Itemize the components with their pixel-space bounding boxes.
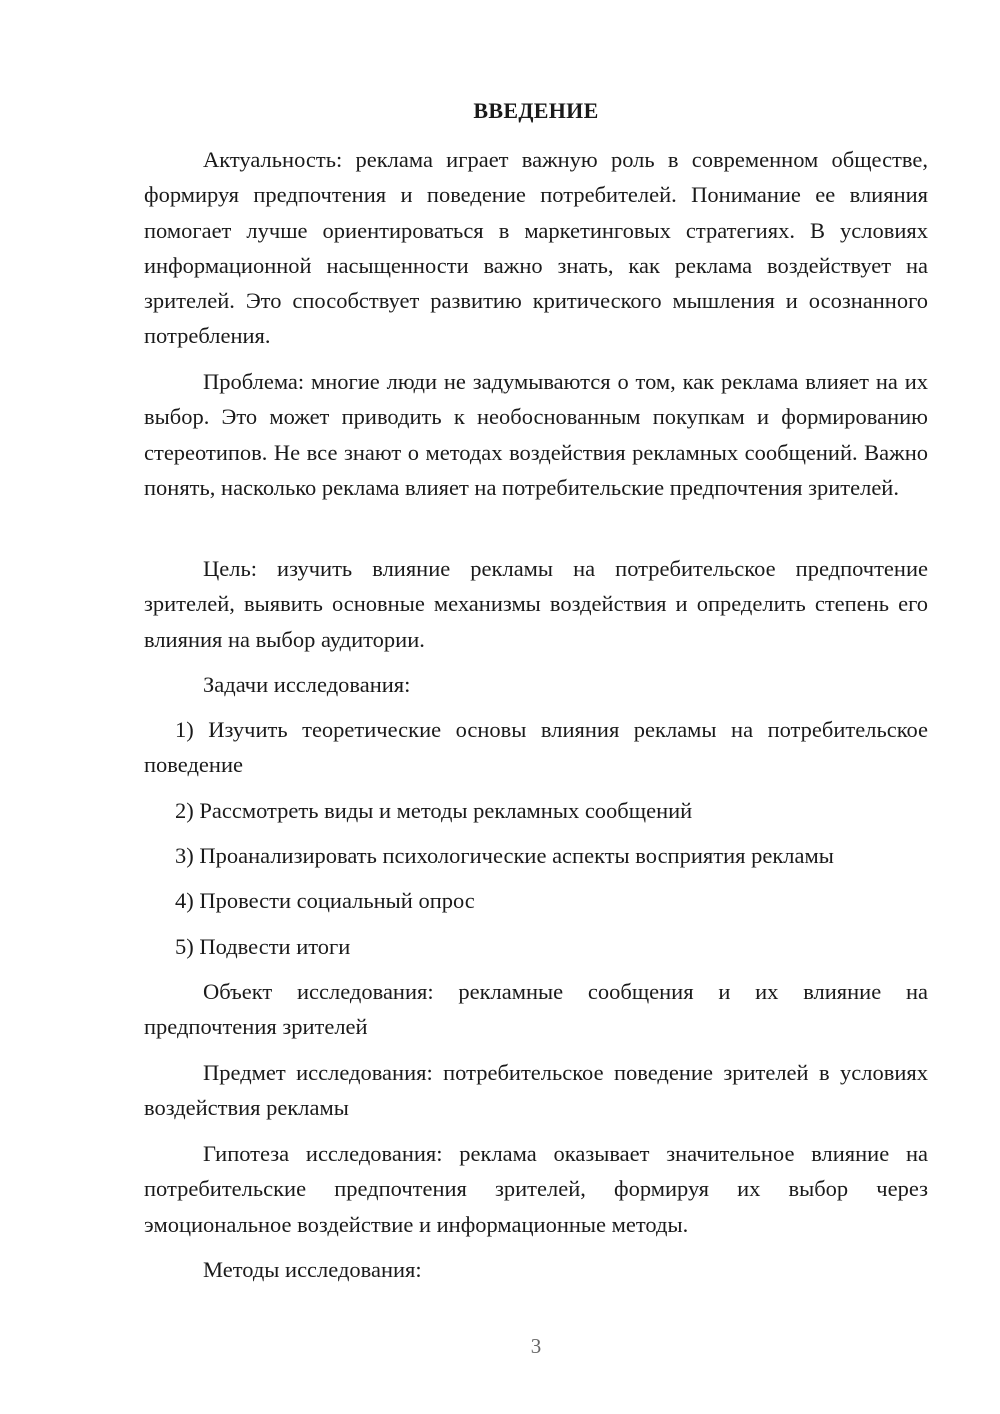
relevance-paragraph: Актуальность: реклама играет важную роль в современном обществе, формируя предпочтения и поведение потребителей. Понимание ее влияния помогает лучше ориентироваться в маркетинговых стратегиях. В условиях информационной насыщенности важно знать, как реклама воздействует на зрителей. Это способствует развитию критического мышления и осознанного потребления. xyxy=(144,147,928,349)
page-title: ВВЕДЕНИЕ xyxy=(473,98,599,123)
task-item-2: 2) Рассмотреть виды и методы рекламных сообщений xyxy=(175,798,693,823)
page-number: 3 xyxy=(530,1334,542,1358)
object-paragraph: Объект исследования: рекламные сообщения и их влияние на предпочтения зрителей xyxy=(144,979,928,1040)
task-item-3: 3) Проанализировать психологические аспекты восприятия рекламы xyxy=(175,843,834,868)
tasks-heading: Задачи исследования: xyxy=(203,672,411,697)
goal-paragraph: Цель: изучить влияние рекламы на потребительское предпочтение зрителей, выявить основные механизмы воздействия и определить степень его влияния на выбор аудитории. xyxy=(144,556,928,652)
document-page xyxy=(144,0,928,1414)
methods-heading: Методы исследования: xyxy=(203,1257,422,1282)
subject-paragraph: Предмет исследования: потребительское поведение зрителей в условиях воздействия рекламы xyxy=(144,1060,928,1121)
task-item-5: 5) Подвести итоги xyxy=(175,934,351,959)
hypothesis-paragraph: Гипотеза исследования: реклама оказывает значительное влияние на потребительские предпочтения зрителей, формируя их выбор через эмоциональное воздействие и информационные методы. xyxy=(144,1141,928,1237)
task-item-1: 1) Изучить теоретические основы влияния рекламы на потребительское поведение xyxy=(144,717,928,778)
task-item-4: 4) Провести социальный опрос xyxy=(175,888,475,913)
problem-paragraph: Проблема: многие люди не задумываются о том, как реклама влияет на их выбор. Это может приводить к необоснованным покупкам и формированию стереотипов. Не все знают о методах воздействия рекламных сообщений. Важно понять, насколько реклама влияет на потребительские предпочтения зрителей. xyxy=(144,369,928,500)
